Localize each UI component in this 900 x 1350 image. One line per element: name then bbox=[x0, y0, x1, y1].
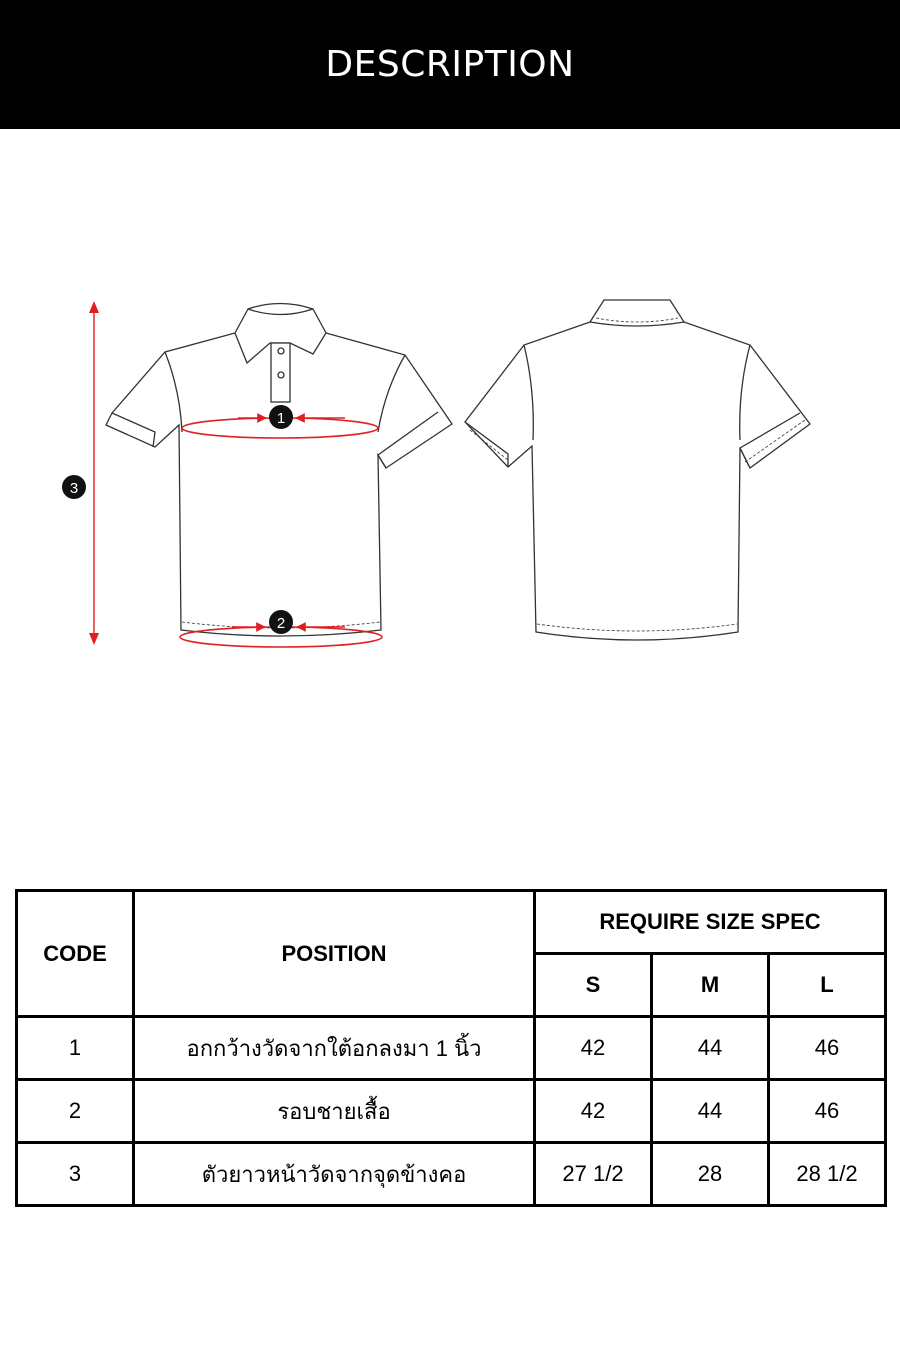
shirt-back-illustration bbox=[465, 300, 810, 640]
table-row bbox=[17, 1080, 886, 1143]
size-spec-table bbox=[15, 889, 887, 1207]
row-value-s: 42 bbox=[535, 1080, 652, 1143]
row-value-l: 46 bbox=[769, 1080, 886, 1143]
shirt-diagram bbox=[0, 280, 900, 670]
table-row bbox=[17, 1017, 886, 1080]
row-code: 3 bbox=[17, 1143, 134, 1206]
row-code: 1 bbox=[17, 1017, 134, 1080]
header-code: CODE bbox=[17, 891, 134, 1017]
header-size-m: M bbox=[652, 954, 769, 1017]
header-bar bbox=[0, 0, 900, 129]
header-size-s: S bbox=[535, 954, 652, 1017]
row-value-l: 28 1/2 bbox=[769, 1143, 886, 1206]
row-value-m: 44 bbox=[652, 1017, 769, 1080]
row-value-s: 27 1/2 bbox=[535, 1143, 652, 1206]
row-position: รอบชายเสื้อ bbox=[134, 1080, 535, 1143]
header-require-size-spec: REQUIRE SIZE SPEC bbox=[535, 891, 886, 954]
row-value-m: 44 bbox=[652, 1080, 769, 1143]
row-position: อกกว้างวัดจากใต้อกลงมา 1 นิ้ว bbox=[134, 1017, 535, 1080]
row-value-l: 46 bbox=[769, 1017, 886, 1080]
row-code: 2 bbox=[17, 1080, 134, 1143]
row-value-m: 28 bbox=[652, 1143, 769, 1206]
row-position: ตัวยาวหน้าวัดจากจุดข้างคอ bbox=[134, 1143, 535, 1206]
header-position: POSITION bbox=[134, 891, 535, 1017]
marker-3-label: 3 bbox=[69, 480, 79, 497]
shirt-front-illustration bbox=[106, 304, 452, 637]
marker-1-label: 1 bbox=[276, 410, 286, 427]
header-size-l: L bbox=[769, 954, 886, 1017]
marker-2-label: 2 bbox=[276, 615, 286, 632]
page-title: DESCRIPTION bbox=[325, 44, 575, 85]
table-row bbox=[17, 1143, 886, 1206]
row-value-s: 42 bbox=[535, 1017, 652, 1080]
